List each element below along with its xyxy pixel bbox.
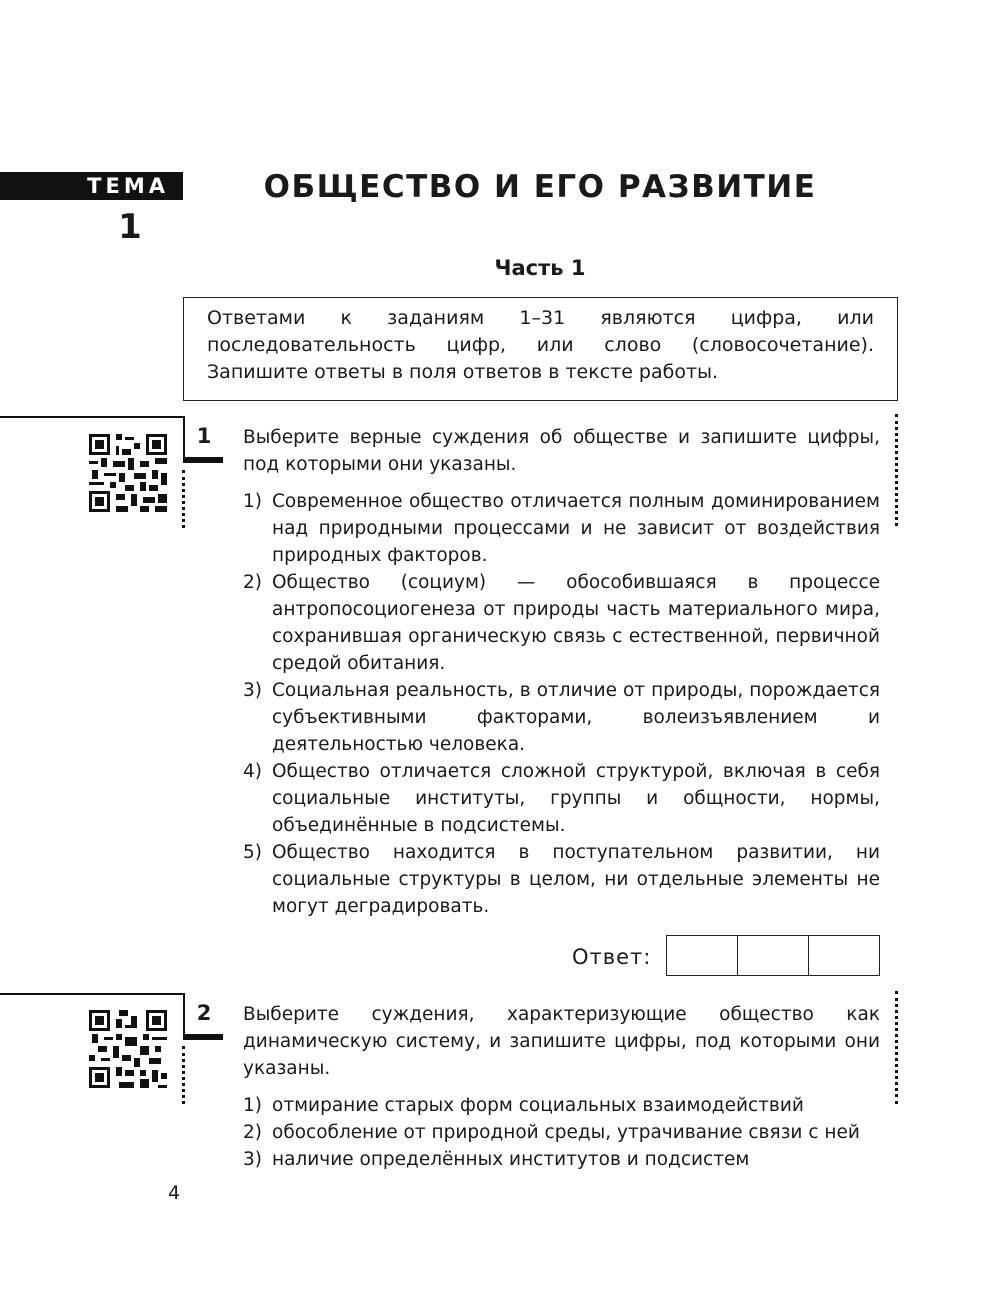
task-1-answer-label: Ответ: (572, 945, 652, 969)
answer-cell[interactable] (738, 936, 809, 975)
task-2-body (243, 1001, 880, 1173)
task-2-number: 2 (183, 993, 223, 1040)
topic-label: ТЕМА (0, 172, 183, 200)
task-2-option: 1) отмирание старых форм социальных взаимодействий (243, 1095, 804, 1116)
task-1-number: 1 (183, 416, 223, 463)
task-1-option: 3) Социальная реальность, в отличие от природы, порождается субъективными факторами, волеизъявлением и деятельностью человека. (243, 680, 880, 755)
task-1-body (243, 424, 880, 920)
task-2-cut-line-left (182, 1046, 185, 1104)
task-2-option: 2) обособление от природной среды, утрачивание связи с ней (243, 1122, 860, 1143)
task-1-option: 2) Общество (социум) — обособившаяся в процессе антропосоциогенеза от природы часть материального мира, сохранившая органическую связь с естественной, первичной средой обитания. (243, 572, 880, 674)
page-title: ОБЩЕСТВО И ЕГО РАЗВИТИЕ (263, 169, 817, 205)
task-2-option: 3) наличие определённых институтов и подсистем (243, 1149, 750, 1170)
answer-cell[interactable] (809, 936, 879, 975)
task-1-cut-line-left (182, 470, 185, 528)
task-2-separator (0, 993, 183, 995)
instructions-box: Ответами к заданиям 1–31 являются цифра, или последовательность цифр, или слово (словосочетание). Запишите ответы в поля ответов в тексте работы. (183, 297, 898, 401)
part-title: Часть 1 (494, 256, 586, 280)
task-1-option: 4) Общество отличается сложной структурой, включая в себя социальные институты, группы и общности, нормы, объединённые в подсистемы. (243, 761, 880, 836)
task-1-qr-code-icon[interactable] (89, 434, 167, 512)
task-1-option: 5) Общество находится в поступательном развитии, ни социальные структуры в целом, ни отдельные элементы не могут деградировать. (243, 842, 880, 917)
task-2-qr-code-icon[interactable] (89, 1010, 167, 1088)
task-2-question: Выберите суждения, характеризующие общество как динамическую систему, и запишите цифры, под которыми они указаны. (243, 1004, 880, 1079)
topic-number: 1 (118, 207, 142, 247)
answer-cell[interactable] (667, 936, 738, 975)
task-1-separator (0, 416, 183, 418)
task-1-option: 1) Современное общество отличается полным доминированием над природными процессами и не зависит от воздействия природных факторов. (243, 491, 880, 566)
page-number: 4 (168, 1182, 181, 1204)
task-1-question: Выберите верные суждения об обществе и запишите цифры, под которыми они указаны. (243, 427, 880, 475)
task-2-cut-line-right (895, 991, 898, 1104)
task-1-answer-field[interactable] (666, 935, 880, 976)
task-1-cut-line-right (895, 414, 898, 526)
